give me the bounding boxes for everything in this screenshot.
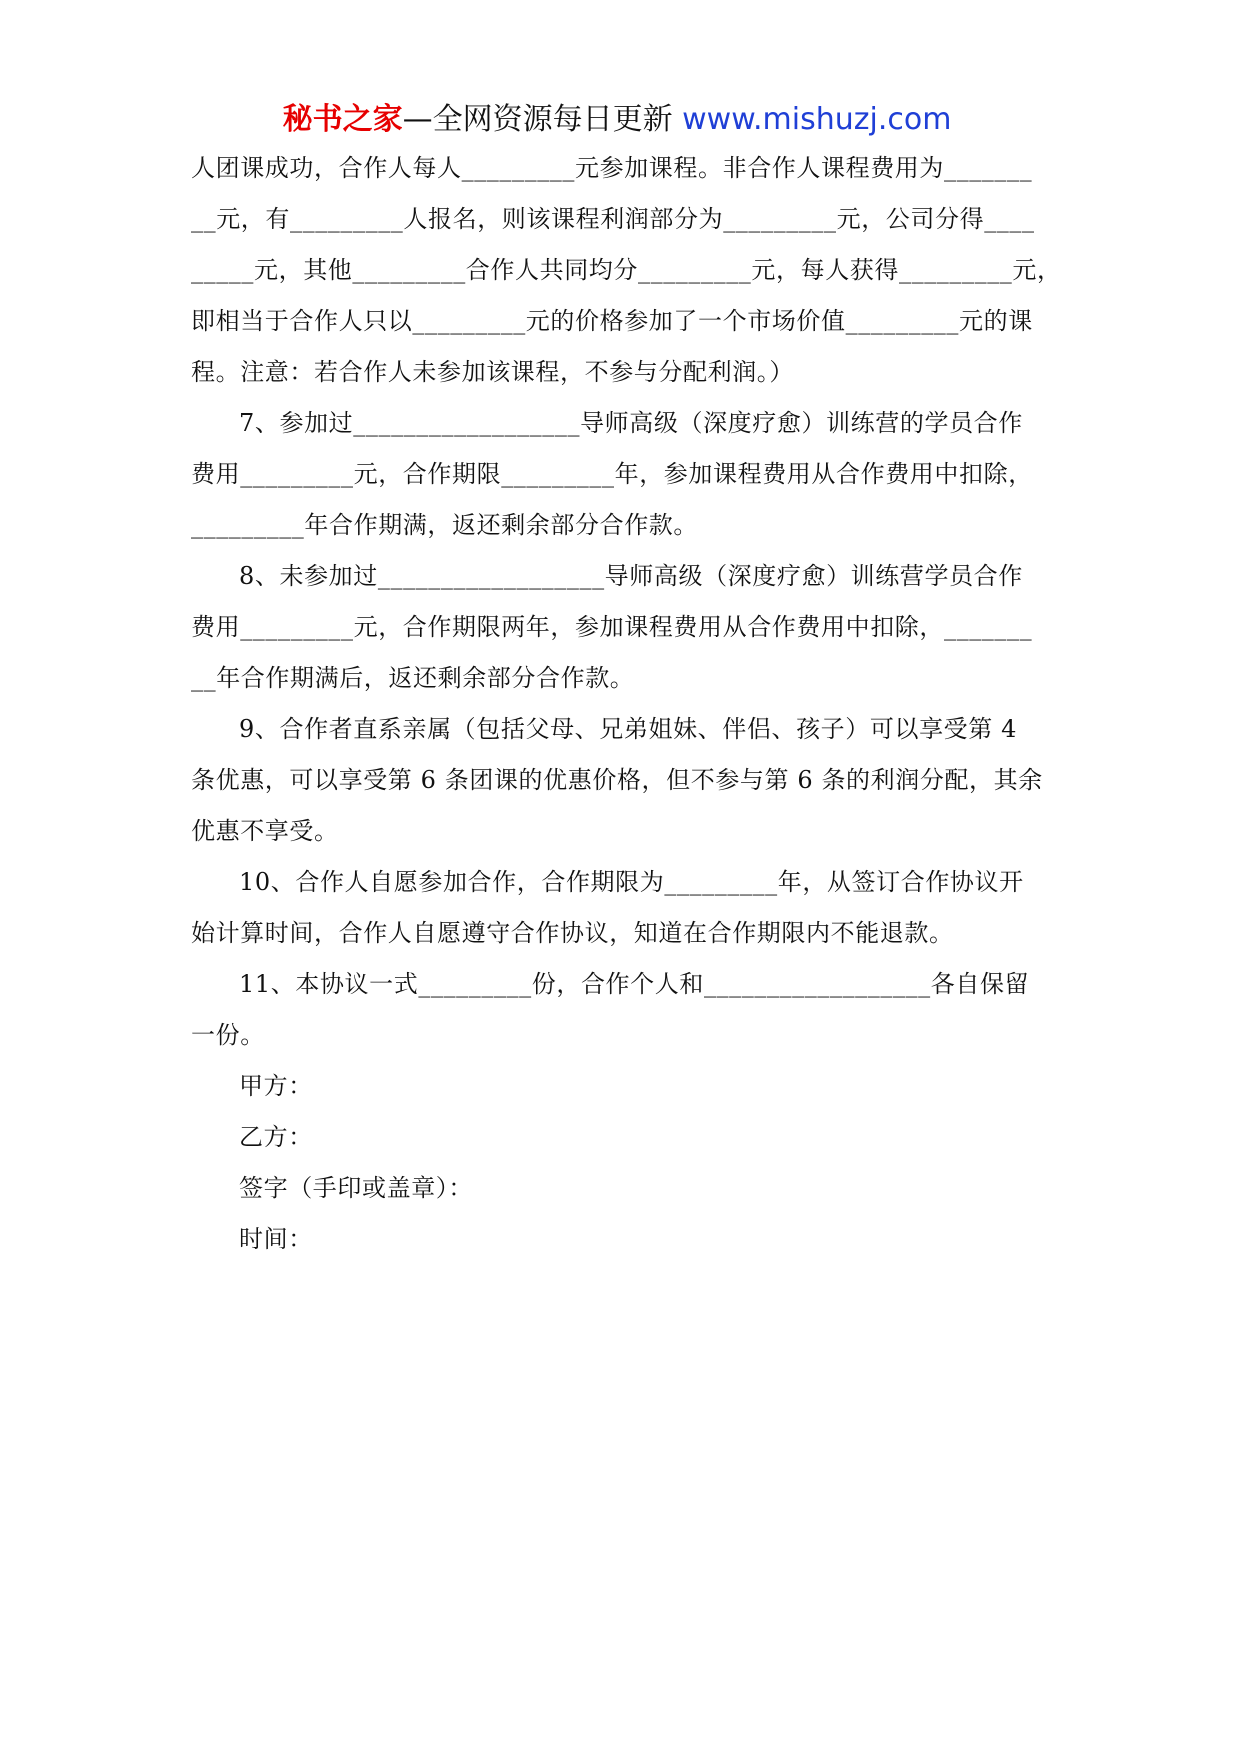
site-url: www.mishuzj.com — [682, 102, 952, 137]
clause-9-line: 9、合作者直系亲属（包括父母、兄弟姐妹、伴侣、孩子）可以享受第 4 — [239, 715, 1017, 743]
text-line: __元，有_________人报名，则该课程利润部分为_________元，公司分得____ — [191, 205, 1035, 233]
clause-11-line: 11、本协议一式_________份，合作个人和__________________各自保留 — [239, 970, 1030, 998]
signature-label: 签字（手印或盖章）： — [239, 1174, 473, 1202]
text-line: 即相当于合作人只以_________元的价格参加了一个市场价值_________元的课 — [191, 307, 1033, 335]
site-slogan: —全网资源每日更新 — [402, 102, 673, 137]
text-line: 始计算时间，合作人自愿遵守合作协议，知道在合作期限内不能退款。 — [191, 919, 954, 947]
text-line: __年合作期满后，返还剩余部分合作款。 — [191, 664, 635, 692]
site-header — [0, 100, 1234, 140]
text-line: 一份。 — [191, 1021, 265, 1049]
party-b-label: 乙方： — [239, 1123, 313, 1151]
party-a-label: 甲方： — [239, 1072, 313, 1100]
text-line: _____元，其他_________合作人共同均分_________元，每人获得_________元， — [191, 256, 1062, 284]
text-line: 费用_________元，合作期限_________年，参加课程费用从合作费用中扣除， — [191, 460, 1033, 488]
text-line: 优惠不享受。 — [191, 817, 339, 845]
clause-8-line: 8、未参加过__________________导师高级（深度疗愈）训练营学员合作 — [239, 562, 1023, 590]
text-line: 条优惠，可以享受第 6 条团课的优惠价格，但不参与第 6 条的利润分配，其余 — [191, 766, 1043, 794]
document-body — [191, 143, 1062, 1265]
clause-10-line: 10、合作人自愿参加合作，合作期限为_________年，从签订合作协议开 — [239, 868, 1024, 896]
site-brand: 秘书之家 — [282, 102, 403, 137]
clause-7-line: 7、参加过__________________导师高级（深度疗愈）训练营的学员合作 — [239, 409, 1023, 437]
text-line: _________年合作期满，返还剩余部分合作款。 — [191, 511, 698, 539]
date-label: 时间： — [239, 1225, 313, 1253]
text-line: 人团课成功，合作人每人_________元参加课程。非合作人课程费用为_______ — [191, 154, 1033, 182]
text-line: 程。注意：若合作人未参加该课程，不参与分配利润。） — [191, 358, 794, 386]
text-line: 费用_________元，合作期限两年，参加课程费用从合作费用中扣除，_______ — [191, 613, 1033, 641]
